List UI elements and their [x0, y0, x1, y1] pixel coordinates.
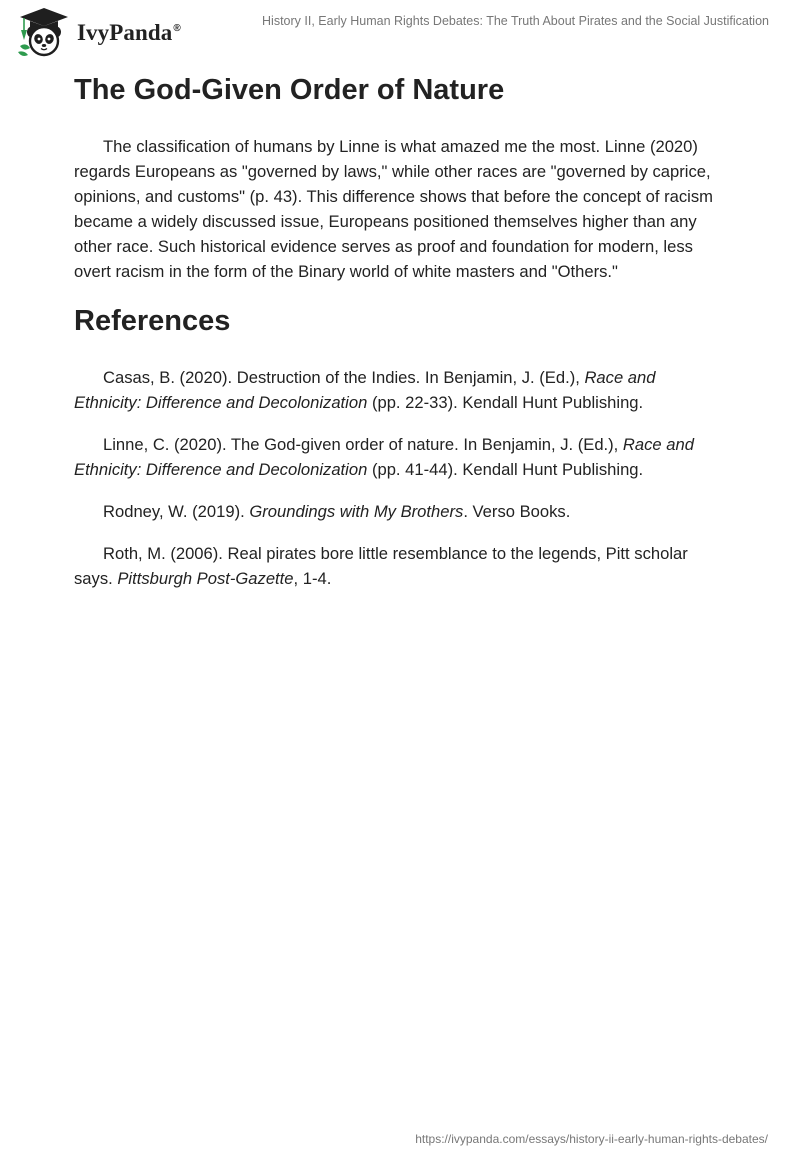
section-heading: The God-Given Order of Nature [74, 74, 505, 106]
ivypanda-logo[interactable] [14, 6, 181, 58]
footer-source-link[interactable]: https://ivypanda.com/essays/history-ii-early-human-rights-debates/ [415, 1132, 768, 1146]
reference-item: Roth, M. (2006). Real pirates bore little resemblance to the legends, Pitt scholar says. Pittsburgh Post-Gazette, 1-4. [74, 544, 688, 588]
panda-graduate-logo-icon [14, 6, 74, 58]
brand-name: IvyPanda® [77, 20, 181, 45]
document-body [74, 70, 724, 591]
reference-item: Rodney, W. (2019). Groundings with My Brothers. Verso Books. [103, 502, 571, 521]
registered-mark: ® [173, 23, 181, 35]
page-header [0, 0, 800, 60]
reference-item: Casas, B. (2020). Destruction of the Indies. In Benjamin, J. (Ed.), Race and Ethnicity: Difference and Decolonization (pp. 22-33). Kendall Hunt Publishing. [74, 368, 656, 412]
running-title: History II, Early Human Rights Debates: The Truth About Pirates and the Social Justification [262, 14, 769, 28]
reference-item: Linne, C. (2020). The God-given order of nature. In Benjamin, J. (Ed.), Race and Ethnicity: Difference and Decolonization (pp. 41-44). Kendall Hunt Publishing. [74, 435, 694, 479]
section-paragraph: The classification of humans by Linne is what amazed me the most. Linne (2020) regards Europeans as "governed by laws," while other races are "governed by caprice, opinions, and customs" (p. 43). This difference shows that before the concept of racism became a widely discussed issue, Europeans positioned themselves higher than any other race. Such historical evidence serves as proof and foundation for modern, less overt racism in the form of the Binary world of white masters and "Others." [74, 137, 713, 281]
references-heading: References [74, 305, 231, 337]
